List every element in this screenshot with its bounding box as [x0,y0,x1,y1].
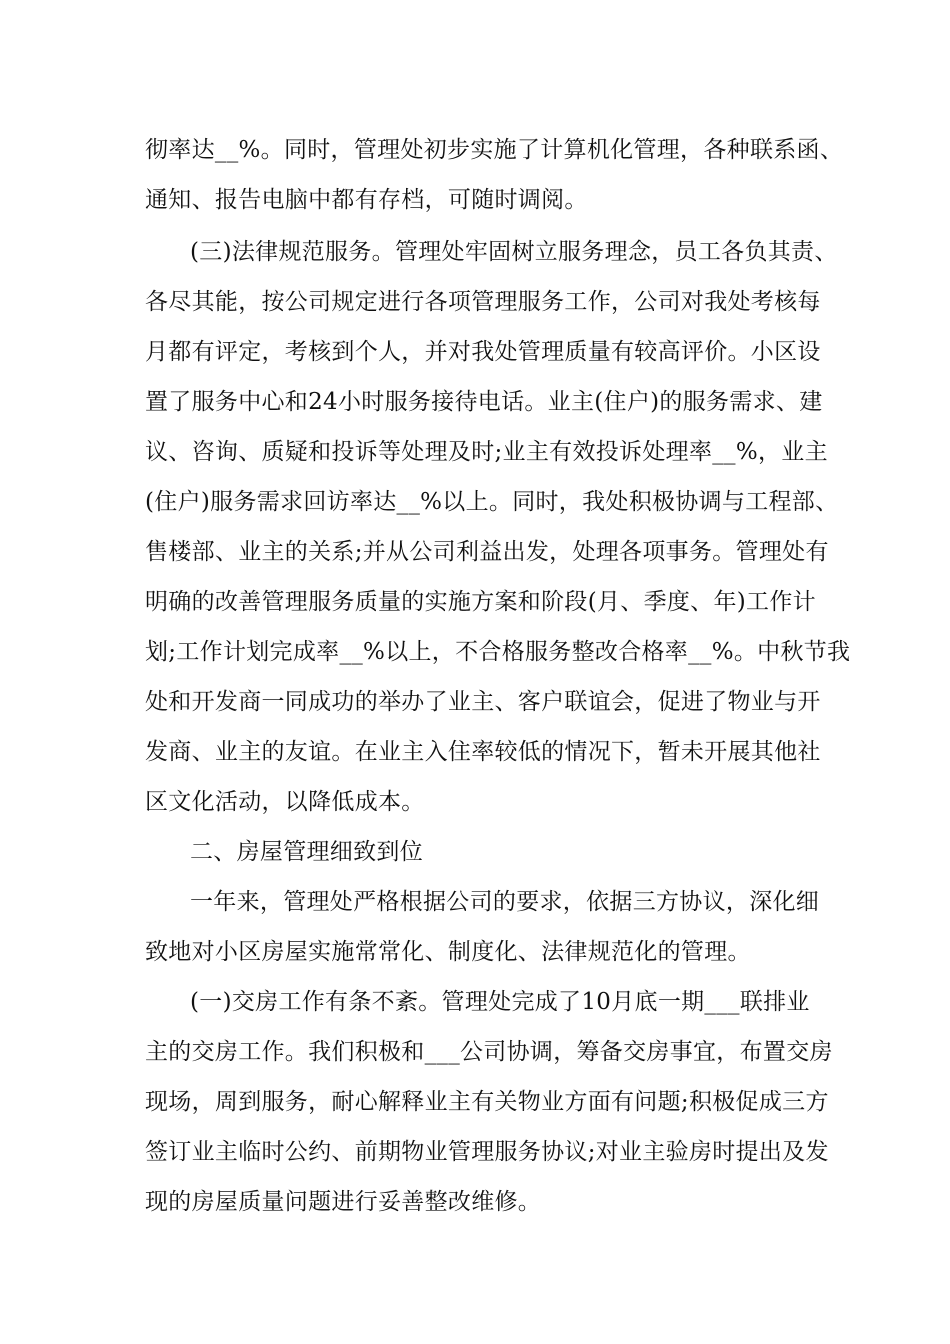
text-line: 一年来，管理处严格根据公司的要求，依据三方协议，深化细 [190,889,820,915]
text-line: 售楼部、业主的关系;并从公司利益出发，处理各项事务。管理处有 [145,539,829,565]
section-heading: 二、房屋管理细致到位 [190,839,423,865]
text-line: 彻率达__%。同时，管理处初步实施了计算机化管理，各种联系函、 [145,137,844,163]
text-line: 明确的改善管理服务质量的实施方案和阶段(月、季度、年)工作计 [145,589,816,615]
text-line: 主的交房工作。我们积极和___公司协调，筹备交房事宜，布置交房 [145,1039,833,1065]
paragraph-heading-1: (一)交房工作有条不紊。管理处完成了10月底一期___联排业 [190,989,810,1015]
text-line: 月都有评定，考核到个人，并对我处管理质量有较高评价。小区设 [145,339,821,365]
text-line: 区文化活动，以降低成本。 [145,789,425,815]
text-line: 发商、业主的友谊。在业主入住率较低的情况下，暂未开展其他社 [145,739,821,765]
paragraph-heading-3: (三)法律规范服务。管理处牢固树立服务理念，员工各负其责、 [190,239,838,265]
text-line: (住户)服务需求回访率达__%以上。同时，我处积极协调与工程部、 [145,489,839,515]
text-line: 致地对小区房屋实施常常化、制度化、法律规范化的管理。 [145,939,751,965]
text-line: 通知、报告电脑中都有存档，可随时调阅。 [145,187,588,213]
text-line: 签订业主临时公约、前期物业管理服务协议;对业主验房时提出及发 [145,1139,829,1165]
text-line: 现的房屋质量问题进行妥善整改维修。 [145,1189,542,1215]
text-line: 现场，周到服务，耐心解释业主有关物业方面有问题;积极促成三方 [145,1089,829,1115]
text-line: 划;工作计划完成率__%以上，不合格服务整改合格率__%。中秋节我 [145,639,851,665]
text-line: 置了服务中心和24小时服务接待电话。业主(住户)的服务需求、建 [145,389,823,415]
text-line: 各尽其能，按公司规定进行各项管理服务工作，公司对我处考核每 [145,289,821,315]
text-line: 处和开发商一同成功的举办了业主、客户联谊会，促进了物业与开 [145,689,821,715]
text-line: 议、咨询、质疑和投诉等处理及时;业主有效投诉处理率__%，业主 [145,439,828,465]
